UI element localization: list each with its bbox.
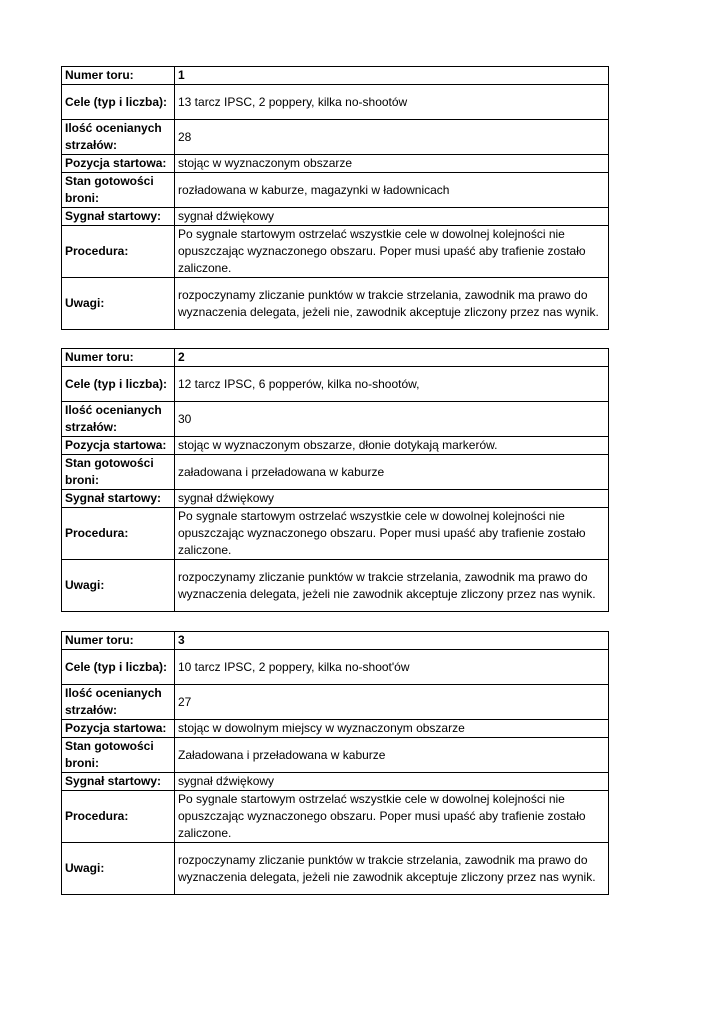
row-start-position bbox=[62, 437, 609, 455]
notes-label: Uwagi: bbox=[62, 560, 175, 612]
track-number-value: 3 bbox=[175, 632, 609, 650]
track-number-value: 2 bbox=[175, 349, 609, 367]
start-position-value: stojąc w wyznaczonym obszarze bbox=[175, 155, 609, 173]
row-start-signal bbox=[62, 490, 609, 508]
notes-label: Uwagi: bbox=[62, 843, 175, 895]
notes-label: Uwagi: bbox=[62, 278, 175, 330]
track-number-label: Numer toru: bbox=[62, 632, 175, 650]
row-scored-shots bbox=[62, 685, 609, 720]
targets-value: 12 tarcz IPSC, 6 popperów, kilka no-shootów, bbox=[175, 367, 609, 402]
weapon-readiness-label: Stan gotowości broni: bbox=[62, 738, 175, 773]
start-signal-value: sygnał dźwiękowy bbox=[175, 490, 609, 508]
row-weapon-readiness bbox=[62, 738, 609, 773]
row-start-signal bbox=[62, 773, 609, 791]
procedure-label: Procedura: bbox=[62, 508, 175, 560]
start-signal-label: Sygnał startowy: bbox=[62, 773, 175, 791]
targets-label: Cele (typ i liczba): bbox=[62, 85, 175, 120]
start-position-label: Pozycja startowa: bbox=[62, 720, 175, 738]
track-number-label: Numer toru: bbox=[62, 349, 175, 367]
row-scored-shots bbox=[62, 120, 609, 155]
procedure-value: Po sygnale startowym ostrzelać wszystkie cele w dowolnej kolejności nie opuszczając wyznaczonego obszaru. Poper musi upaść aby trafienie zostało zaliczone. bbox=[175, 226, 609, 278]
targets-value: 13 tarcz IPSC, 2 poppery, kilka no-shootów bbox=[175, 85, 609, 120]
stage-table-1 bbox=[61, 66, 609, 330]
start-signal-label: Sygnał startowy: bbox=[62, 208, 175, 226]
scored-shots-label: Ilość ocenianych strzałów: bbox=[62, 685, 175, 720]
track-number-label: Numer toru: bbox=[62, 67, 175, 85]
weapon-readiness-label: Stan gotowości broni: bbox=[62, 455, 175, 490]
row-start-position bbox=[62, 155, 609, 173]
row-procedure bbox=[62, 508, 609, 560]
row-targets bbox=[62, 367, 609, 402]
row-start-position bbox=[62, 720, 609, 738]
start-position-label: Pozycja startowa: bbox=[62, 437, 175, 455]
notes-value: rozpoczynamy zliczanie punktów w trakcie strzelania, zawodnik ma prawo do wyznaczenia delegata, jeżeli nie, zawodnik akceptuje zliczony przez nas wynik. bbox=[175, 278, 609, 330]
procedure-value: Po sygnale startowym ostrzelać wszystkie cele w dowolnej kolejności nie opuszczając wyznaczonego obszaru. Poper musi upaść aby trafienie zostało zaliczone. bbox=[175, 508, 609, 560]
weapon-readiness-value: Załadowana i przeładowana w kaburze bbox=[175, 738, 609, 773]
start-signal-value: sygnał dźwiękowy bbox=[175, 773, 609, 791]
scored-shots-value: 28 bbox=[175, 120, 609, 155]
start-signal-value: sygnał dźwiękowy bbox=[175, 208, 609, 226]
scored-shots-value: 27 bbox=[175, 685, 609, 720]
notes-value: rozpoczynamy zliczanie punktów w trakcie strzelania, zawodnik ma prawo do wyznaczenia delegata, jeżeli nie zawodnik akceptuje zliczony przez nas wynik. bbox=[175, 560, 609, 612]
row-track-number bbox=[62, 349, 609, 367]
weapon-readiness-value: rozładowana w kaburze, magazynki w ładownicach bbox=[175, 173, 609, 208]
row-procedure bbox=[62, 226, 609, 278]
row-start-signal bbox=[62, 208, 609, 226]
weapon-readiness-value: załadowana i przeładowana w kaburze bbox=[175, 455, 609, 490]
targets-label: Cele (typ i liczba): bbox=[62, 650, 175, 685]
row-notes bbox=[62, 843, 609, 895]
row-scored-shots bbox=[62, 402, 609, 437]
row-track-number bbox=[62, 632, 609, 650]
start-position-value: stojąc w wyznaczonym obszarze, dłonie dotykają markerów. bbox=[175, 437, 609, 455]
procedure-value: Po sygnale startowym ostrzelać wszystkie cele w dowolnej kolejności nie opuszczając wyznaczonego obszaru. Poper musi upaść aby trafienie zostało zaliczone. bbox=[175, 791, 609, 843]
row-procedure bbox=[62, 791, 609, 843]
row-notes bbox=[62, 278, 609, 330]
procedure-label: Procedura: bbox=[62, 226, 175, 278]
stage-table-3 bbox=[61, 631, 609, 895]
scored-shots-label: Ilość ocenianych strzałów: bbox=[62, 402, 175, 437]
row-targets bbox=[62, 650, 609, 685]
scored-shots-value: 30 bbox=[175, 402, 609, 437]
weapon-readiness-label: Stan gotowości broni: bbox=[62, 173, 175, 208]
start-signal-label: Sygnał startowy: bbox=[62, 490, 175, 508]
row-track-number bbox=[62, 67, 609, 85]
row-weapon-readiness bbox=[62, 455, 609, 490]
stage-table-2 bbox=[61, 348, 609, 612]
row-targets bbox=[62, 85, 609, 120]
procedure-label: Procedura: bbox=[62, 791, 175, 843]
start-position-label: Pozycja startowa: bbox=[62, 155, 175, 173]
targets-value: 10 tarcz IPSC, 2 poppery, kilka no-shoot'ów bbox=[175, 650, 609, 685]
notes-value: rozpoczynamy zliczanie punktów w trakcie strzelania, zawodnik ma prawo do wyznaczenia delegata, jeżeli nie zawodnik akceptuje zliczony przez nas wynik. bbox=[175, 843, 609, 895]
track-number-value: 1 bbox=[175, 67, 609, 85]
start-position-value: stojąc w dowolnym miejscy w wyznaczonym obszarze bbox=[175, 720, 609, 738]
row-notes bbox=[62, 560, 609, 612]
row-weapon-readiness bbox=[62, 173, 609, 208]
targets-label: Cele (typ i liczba): bbox=[62, 367, 175, 402]
scored-shots-label: Ilość ocenianych strzałów: bbox=[62, 120, 175, 155]
